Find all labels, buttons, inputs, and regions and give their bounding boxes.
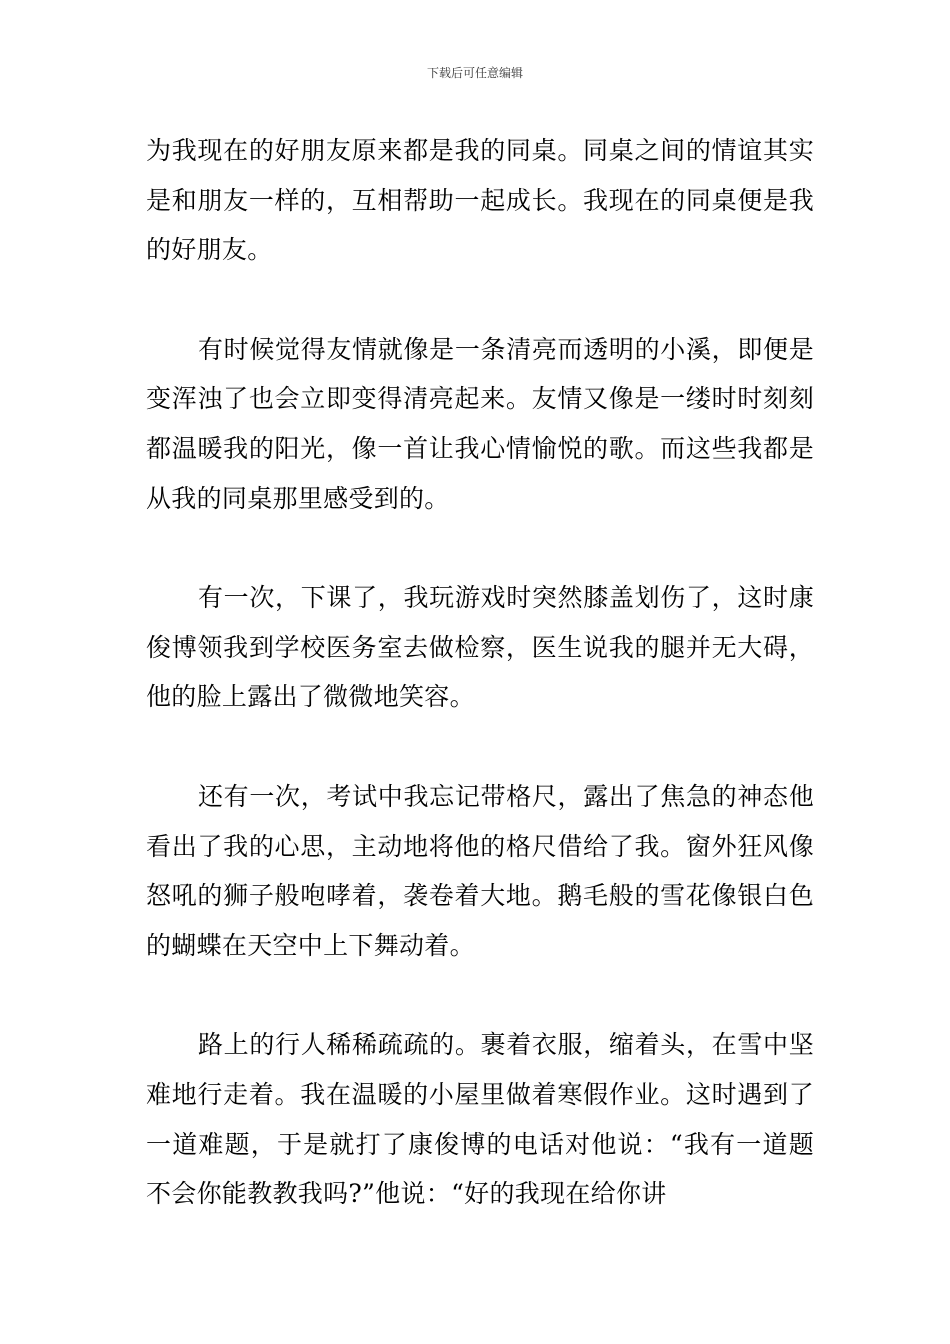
document-body (146, 126, 814, 1269)
paragraph-2: 有时候觉得友情就像是一条清亮而透明的小溪，即便是变浑浊了也会立即变得清亮起来。友情又像是一缕时时刻刻都温暖我的阳光，像一首让我心情愉悦的歌。而这些我都是从我的同桌那里感受到的。 (146, 334, 814, 513)
paragraph-5: 路上的行人稀稀疏疏的。裹着衣服，缩着头，在雪中坚难地行走着。我在温暖的小屋里做着寒假作业。这时遇到了一道难题，于是就打了康俊博的电话对他说：“我有一道题不会你能教教我吗?”他说：“好的我现在给你讲 (146, 1030, 814, 1209)
page-header: 下载后可任意编辑 (426, 66, 523, 80)
paragraph-1: 为我现在的好朋友原来都是我的同桌。同桌之间的情谊其实是和朋友一样的，互相帮助一起成长。我现在的同桌便是我的好朋友。 (146, 136, 814, 265)
paragraph-4: 还有一次，考试中我忘记带格尺，露出了焦急的神态他看出了我的心思，主动地将他的格尺借给了我。窗外狂风像怒吼的狮子般咆哮着，袭卷着大地。鹅毛般的雪花像银白色的蝴蝶在天空中上下舞动着。 (146, 781, 814, 960)
paragraph-3: 有一次，下课了，我玩游戏时突然膝盖划伤了，这时康俊博领我到学校医务室去做检察，医生说我的腿并无大碍，他的脸上露出了微微地笑容。 (146, 583, 814, 712)
